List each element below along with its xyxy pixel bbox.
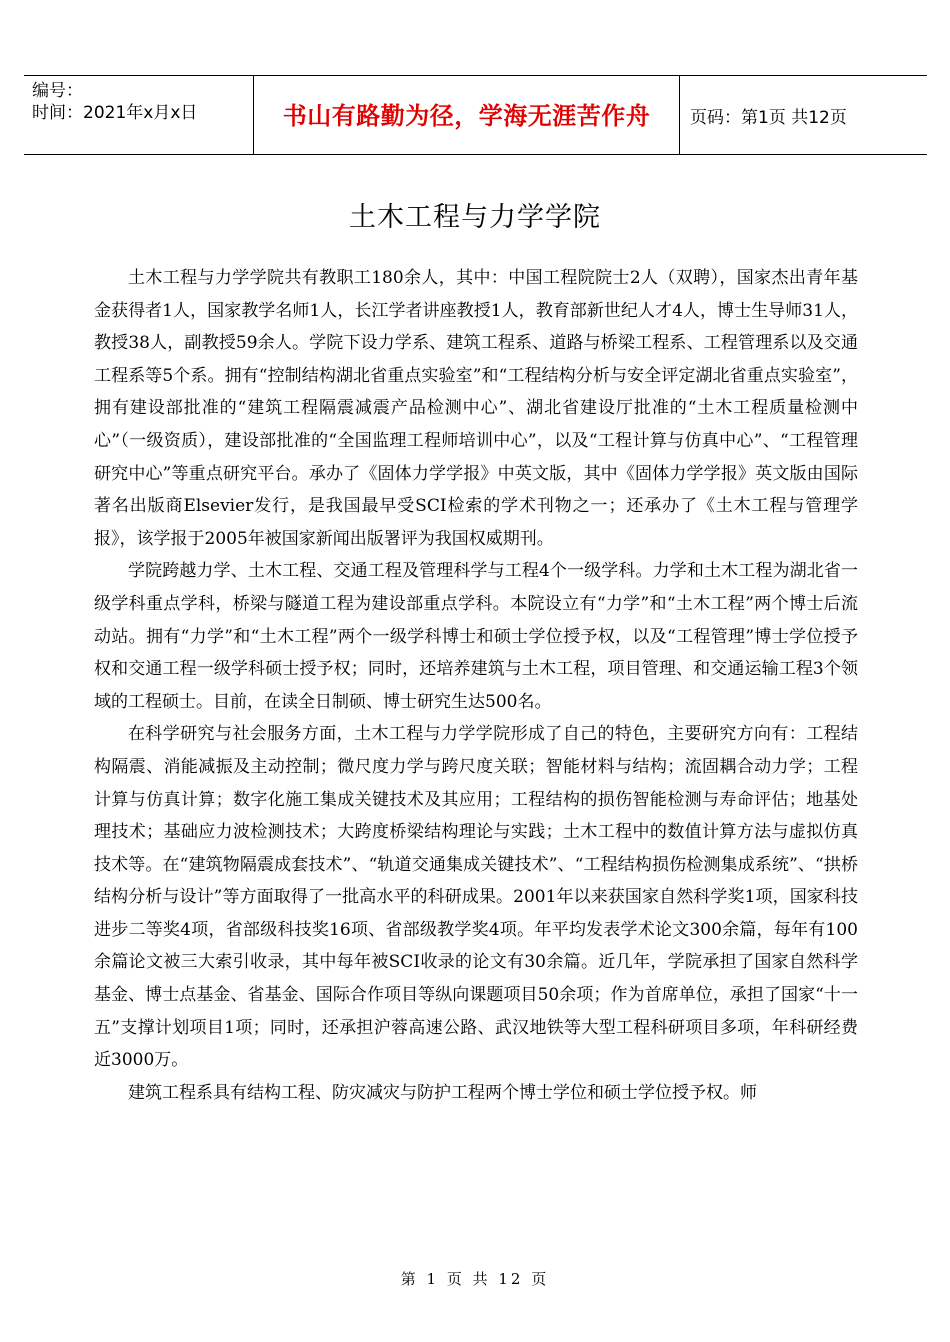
header-meta-cell xyxy=(24,76,254,154)
paragraph: 土木工程与力学学院共有教职工180余人，其中：中国工程院院士2人（双聘），国家杰出青年基金获得者1人，国家教学名师1人，长江学者讲座教授1人，教育部新世纪人才4人，博士生导师31人，教授38人，副教授59余人。学院下设力学系、建筑工程系、道路与桥梁工程系、工程管理系以及交通工程系等5个系。拥有“控制结构湖北省重点实验室”和“工程结构分析与安全评定湖北省重点实验室”，拥有建设部批准的“建筑工程隔震减震产品检测中心”、湖北省建设厅批准的“土木工程质量检测中心”（一级资质），建设部批准的“全国监理工程师培训中心”，以及“工程计算与仿真中心”、“工程管理研究中心”等重点研究平台。承办了《固体力学学报》中英文版，其中《固体力学学报》英文版由国际著名出版商Elsevier发行，是我国最早受SCI检索的学术刊物之一；还承办了《土木工程与管理学报》，该学报于2005年被国家新闻出版署评为我国权威期刊。 xyxy=(94,268,858,549)
paragraph: 在科学研究与社会服务方面，土木工程与力学学院形成了自己的特色，主要研究方向有：工程结构隔震、消能减振及主动控制；微尺度力学与跨尺度关联；智能材料与结构；流固耦合动力学；工程计算与仿真计算；数字化施工集成关键技术及其应用；工程结构的损伤智能检测与寿命评估；地基处理技术；基础应力波检测技术；大跨度桥梁结构理论与实践；土木工程中的数值计算方法与虚拟仿真技术等。在“建筑物隔震成套技术”、“轨道交通集成关键技术”、“工程结构损伤检测集成系统”、“拱桥结构分析与设计”等方面取得了一批高水平的科研成果。2001年以来获国家自然科学奖1项，国家科技进步二等奖4项，省部级科技奖16项、省部级教学奖4项。年平均发表学术论文300余篇，每年有100余篇论文被三大索引收录，其中每年被SCI收录的论文有30余篇。近几年，学院承担了国家自然科学基金、博士点基金、省基金、国际合作项目等纵向课题项目50余项；作为首席单位，承担了国家“十一五”支撑计划项目1项；同时，还承担沪蓉高速公路、武汉地铁等大型工程科研项目多项，年科研经费近3000万。 xyxy=(94,724,858,1071)
header-table xyxy=(24,75,927,155)
paragraph: 学院跨越力学、土木工程、交通工程及管理科学与工程4个一级学科。力学和土木工程为湖北省一级学科重点学科，桥梁与隧道工程为建设部重点学科。本院设立有“力学”和“土木工程”两个博士后流动站。拥有“力学”和“土木工程”两个一级学科博士和硕士学位授予权，以及“工程管理”博士学位授予权和交通工程一级学科硕士授予权；同时，还培养建筑与土木工程，项目管理、和交通运输工程3个领域的工程硕士。目前，在读全日制硕、博士研究生达500名。 xyxy=(94,561,858,712)
paragraph: 建筑工程系具有结构工程、防灾减灾与防护工程两个博士学位和硕士学位授予权。师 xyxy=(128,1082,757,1103)
header-page-cell xyxy=(680,76,927,154)
document-number-label: 编号： xyxy=(32,81,83,101)
document-title: 土木工程与力学学院 xyxy=(349,202,601,233)
header-motto-cell xyxy=(254,76,680,154)
document-body xyxy=(94,262,858,1109)
page-footer: 第 1 页 共 12 页 xyxy=(400,1270,550,1288)
header-page-info: 页码：第1页 共12页 xyxy=(690,107,847,128)
header-motto: 书山有路勤为径，学海无涯苦作舟 xyxy=(282,101,651,130)
document-time-label: 时间：2021年x月x日 xyxy=(32,103,198,123)
